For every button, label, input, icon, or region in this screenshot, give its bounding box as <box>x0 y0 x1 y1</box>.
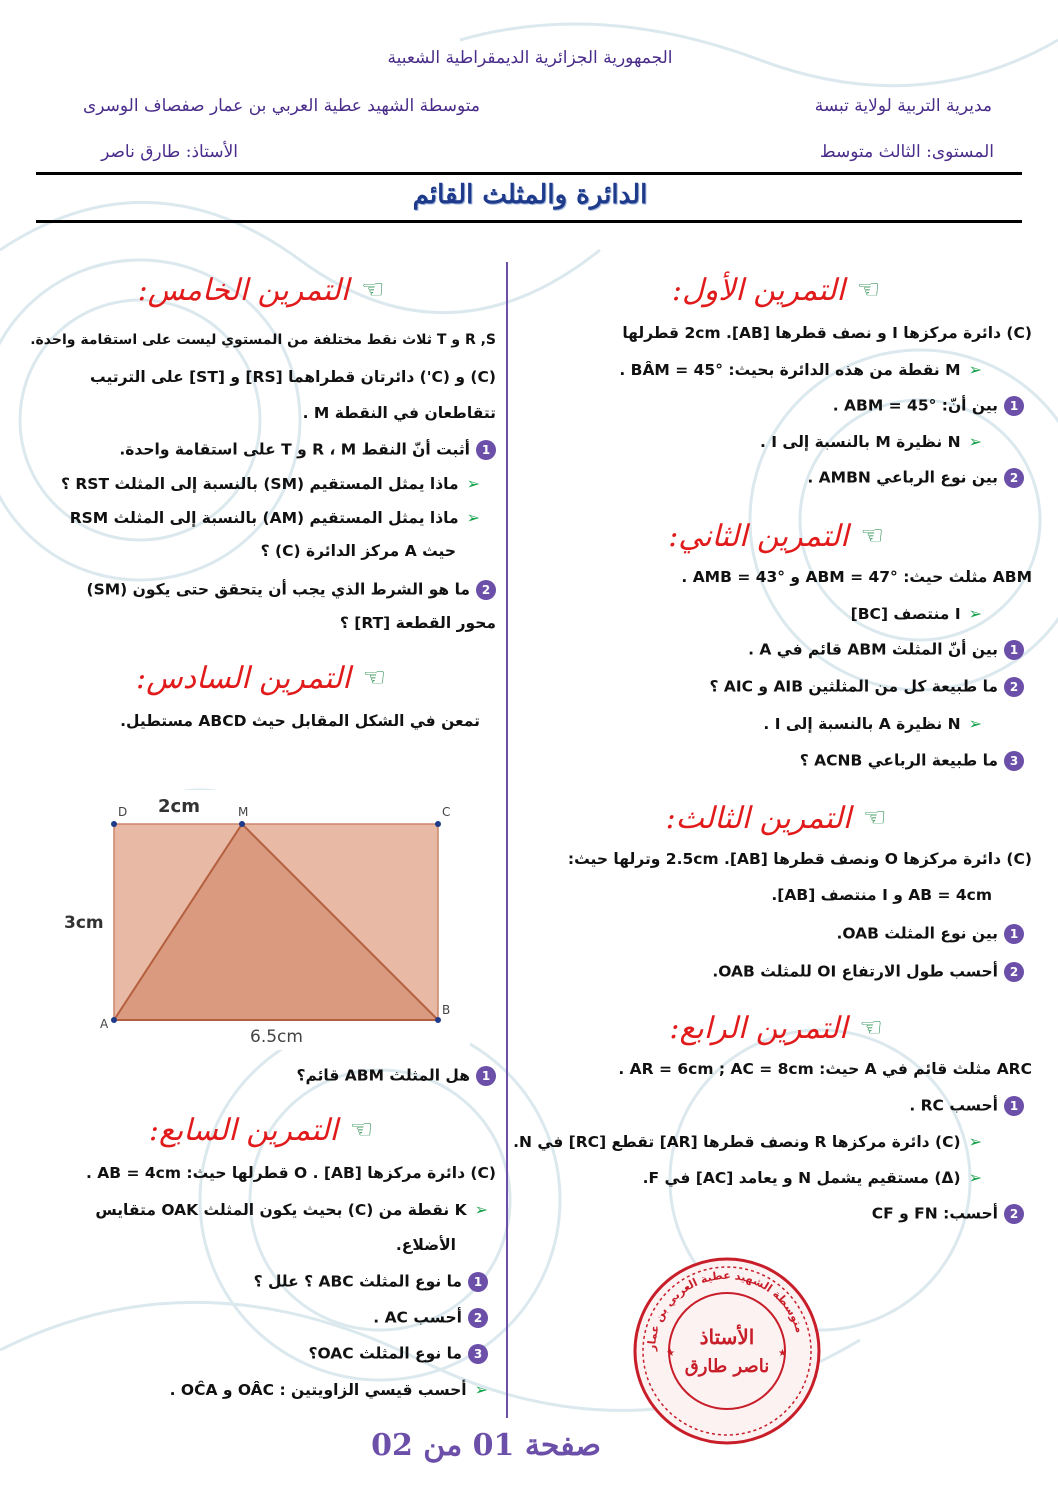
header-rule-bottom <box>36 220 1022 223</box>
ex3-line-4: 2أحسب طول الارتفاع OI للمثلث OAB. <box>520 962 1032 1000</box>
ex7-line-5: 2أحسب AC . <box>26 1308 496 1344</box>
stamp-star-icon: ★ <box>778 1348 787 1359</box>
label-a: A <box>100 1017 109 1031</box>
ex3-line-2: AB = 4cm و I منتصف [AB]. <box>771 886 992 904</box>
teacher-name: الأستاذ: طارق ناصر <box>101 142 238 162</box>
check-icon: ➢ <box>474 1380 488 1399</box>
ex7-line-4: 1ما نوع المثلث ABC ؟ علل ؟ <box>26 1272 496 1308</box>
check-icon: ➢ <box>968 1168 982 1187</box>
label-3cm: 3cm <box>64 913 104 933</box>
check-icon: ➢ <box>474 1200 488 1219</box>
point-d <box>111 821 117 827</box>
stamp-center-title: الأستاذ <box>699 1325 755 1349</box>
ex2-line-6: 3ما طبيعة الرباعي ACNB ؟ <box>520 751 1032 788</box>
label-m: M <box>238 805 249 819</box>
ex2-heading: ☜ التمرين الثاني: <box>668 518 884 554</box>
ex4-heading: ☜ التمرين الرابع: <box>669 1010 883 1046</box>
number-1-icon: 1 <box>1004 396 1024 416</box>
ex5-heading: ☜ التمرين الخامس: <box>137 272 385 308</box>
level: المستوى: الثالث متوسط <box>819 142 994 162</box>
ex4-line-2: 1أحسب RC . <box>520 1096 1032 1132</box>
ex7-line-7: ➢أحسب قيسي الزاويتين : OÂC و OĈA . <box>169 1380 488 1399</box>
number-2-icon: 2 <box>1004 468 1024 488</box>
pointing-hand-icon: ☜ <box>361 275 385 305</box>
number-2-icon: 2 <box>468 1308 488 1328</box>
ex5-line-6: ➢ماذا يمثل المستقيم (AM) بالنسبة إلى المثلث RSM <box>69 508 480 527</box>
page-title: الدائرة والمثلث القائم <box>412 180 648 210</box>
page-number: صفحة 01 من 02 <box>371 1428 601 1463</box>
point-a <box>111 1017 117 1023</box>
ex5-line-8: 2ما هو الشرط الذي يجب أن يتحقق حتى يكون (SM) <box>26 580 496 614</box>
directorate: مديرية التربية لولاية تبسة <box>814 96 992 116</box>
point-b <box>435 1017 441 1023</box>
header-rule-top <box>36 172 1022 175</box>
check-icon: ➢ <box>968 604 982 623</box>
ex2-line-4: 2ما طبيعة كل من المثلثين AIB و AIC ؟ <box>520 677 1032 714</box>
pointing-hand-icon: ☜ <box>863 803 887 833</box>
column-divider <box>506 262 508 1418</box>
republic-line: الجمهورية الجزائرية الديمقراطية الشعبية <box>387 48 673 68</box>
ex5-line-9: محور القطعة [RT] ؟ <box>339 614 496 632</box>
number-2-icon: 2 <box>1004 962 1024 982</box>
left-column <box>26 262 496 748</box>
pointing-hand-icon: ☜ <box>859 1013 883 1043</box>
ex2-line-5: ➢N نظيرة A بالنسبة إلى I . <box>763 714 982 733</box>
ex1-line-3: 1بين أنّ: ABM = 45° . <box>520 396 1032 432</box>
ex6-intro: تمعن في الشكل المقابل حيث ABCD مستطيل. <box>120 712 480 730</box>
number-1-icon: 1 <box>1004 640 1024 660</box>
right-column <box>513 262 1032 1240</box>
number-3-icon: 3 <box>1004 751 1024 771</box>
pointing-hand-icon: ☜ <box>349 1115 374 1145</box>
ex7-line-2: ➢K نقطة من (C) بحيث يكون المثلث OAK متقايس <box>95 1200 488 1219</box>
number-1-icon: 1 <box>1004 924 1024 944</box>
ex7-line-6: 3ما نوع المثلث OAC؟ <box>26 1344 496 1380</box>
check-icon: ➢ <box>968 714 982 733</box>
school-name: متوسطة الشهيد عطية العربي بن عمار صفصاف الوسرى <box>82 96 480 116</box>
ex2-line-2: ➢I منتصف [BC] <box>850 604 982 623</box>
ex1-line-4: ➢N نظيرة M بالنسبة إلى I . <box>759 432 982 451</box>
number-2-icon: 2 <box>1004 677 1024 697</box>
ex5-line-2: (C) و (C') دائرتان قطراهما [RS] و [ST] على الترتيب <box>90 368 496 386</box>
check-icon: ➢ <box>466 474 480 493</box>
point-c <box>435 821 441 827</box>
ex1-line-2: ➢M نقطة من هذه الدائرة بحيث: BÂM = 45° . <box>619 360 982 379</box>
check-icon: ➢ <box>466 508 480 527</box>
ex3-line-3: 1بين نوع المثلث OAB. <box>520 924 1032 962</box>
ex1-heading: ☜ التمرين الأول: <box>671 272 881 308</box>
ex4-line-3: ➢(C) دائرة مركزها R ونصف قطرها [AR] تقطع [RC] في N. <box>513 1132 982 1151</box>
stamp-center-name: ناصر طارق <box>684 1356 770 1377</box>
number-2-icon: 2 <box>1004 1204 1024 1224</box>
check-icon: ➢ <box>968 432 982 451</box>
number-1-icon: 1 <box>476 440 496 460</box>
label-c: C <box>442 805 451 819</box>
ex1-line-1: (C) دائرة مركزها I و نصف قطرها 2cm .[AB] قطرلها <box>622 324 1032 342</box>
ex5-line-3: تتقاطعان في النقطة M . <box>302 404 496 422</box>
ex6-heading: ☜ التمرين السادس: <box>136 660 386 696</box>
stamp-outer-ring <box>635 1259 819 1443</box>
number-1-icon: 1 <box>476 1066 496 1086</box>
ex5-line-7: حيث A مركز الدائرة (C) ؟ <box>260 542 456 560</box>
check-icon: ➢ <box>968 360 982 379</box>
number-3-icon: 3 <box>468 1344 488 1364</box>
ex5-line-1: R ,S و T ثلاث نقط مختلفة من المستوي ليست على استقامة واحدة. <box>30 332 496 348</box>
label-b: B <box>442 1003 451 1017</box>
pointing-hand-icon: ☜ <box>362 663 386 693</box>
ex4-line-4: ➢(Δ) مستقيم يشمل N و يعامد [AC] في F. <box>642 1168 982 1187</box>
check-icon: ➢ <box>968 1132 982 1151</box>
ex2-line-1: ABM مثلث حيث: ABM = 47° و AMB = 43° . <box>681 568 1032 586</box>
ex1-line-5: 2بين نوع الرباعي AMBN . <box>520 468 1032 504</box>
number-2-icon: 2 <box>476 580 496 600</box>
teacher-stamp <box>632 1256 822 1446</box>
ex7-heading: ☜ التمرين السابع: <box>148 1112 374 1148</box>
label-6-5cm: 6.5cm <box>250 1027 303 1047</box>
point-m <box>239 821 245 827</box>
ex7-line-3: الأضلاع. <box>395 1236 456 1254</box>
ex4-line-1: ARC مثلث قائم في A حيث: AR = 6cm ; AC = 8cm . <box>618 1060 1032 1078</box>
ex4-line-5: 2أحسب: FN و CF <box>520 1204 1032 1240</box>
ex5-line-4: 1أثبت أنّ النقط R ، M و T على استقامة واحدة. <box>26 440 496 474</box>
pointing-hand-icon: ☜ <box>856 275 881 305</box>
label-2cm: 2cm <box>158 796 200 817</box>
ex5-line-5: ➢ماذا يمثل المستقيم (SM) بالنسبة إلى المثلث RST ؟ <box>60 474 480 493</box>
label-d: D <box>118 805 128 819</box>
ex3-heading: ☜ التمرين الثالث: <box>665 800 887 836</box>
stamp-star-icon: ★ <box>666 1348 675 1359</box>
ex7-line-1: (C) دائرة مركزها O . [AB] قطرلها حيث: AB = 4cm . <box>85 1164 496 1182</box>
number-1-icon: 1 <box>468 1272 488 1292</box>
rectangle-figure <box>60 790 470 1050</box>
ex6-question: 1هل المثلث ABM قائم؟ <box>26 1066 496 1102</box>
left-column-lower <box>26 1066 496 1416</box>
ex3-line-1: (C) دائرة مركزها O ونصف قطرها 2.5cm .[AB] وترلها حيث: <box>567 850 1032 868</box>
ex2-line-3: 1بين أنّ المثلث ABM قائم في A . <box>520 640 1032 677</box>
pointing-hand-icon: ☜ <box>860 521 884 551</box>
stamp-ring-text: متوسطة الشهيد عطية العربي بن عمار <box>644 1268 807 1352</box>
number-1-icon: 1 <box>1004 1096 1024 1116</box>
